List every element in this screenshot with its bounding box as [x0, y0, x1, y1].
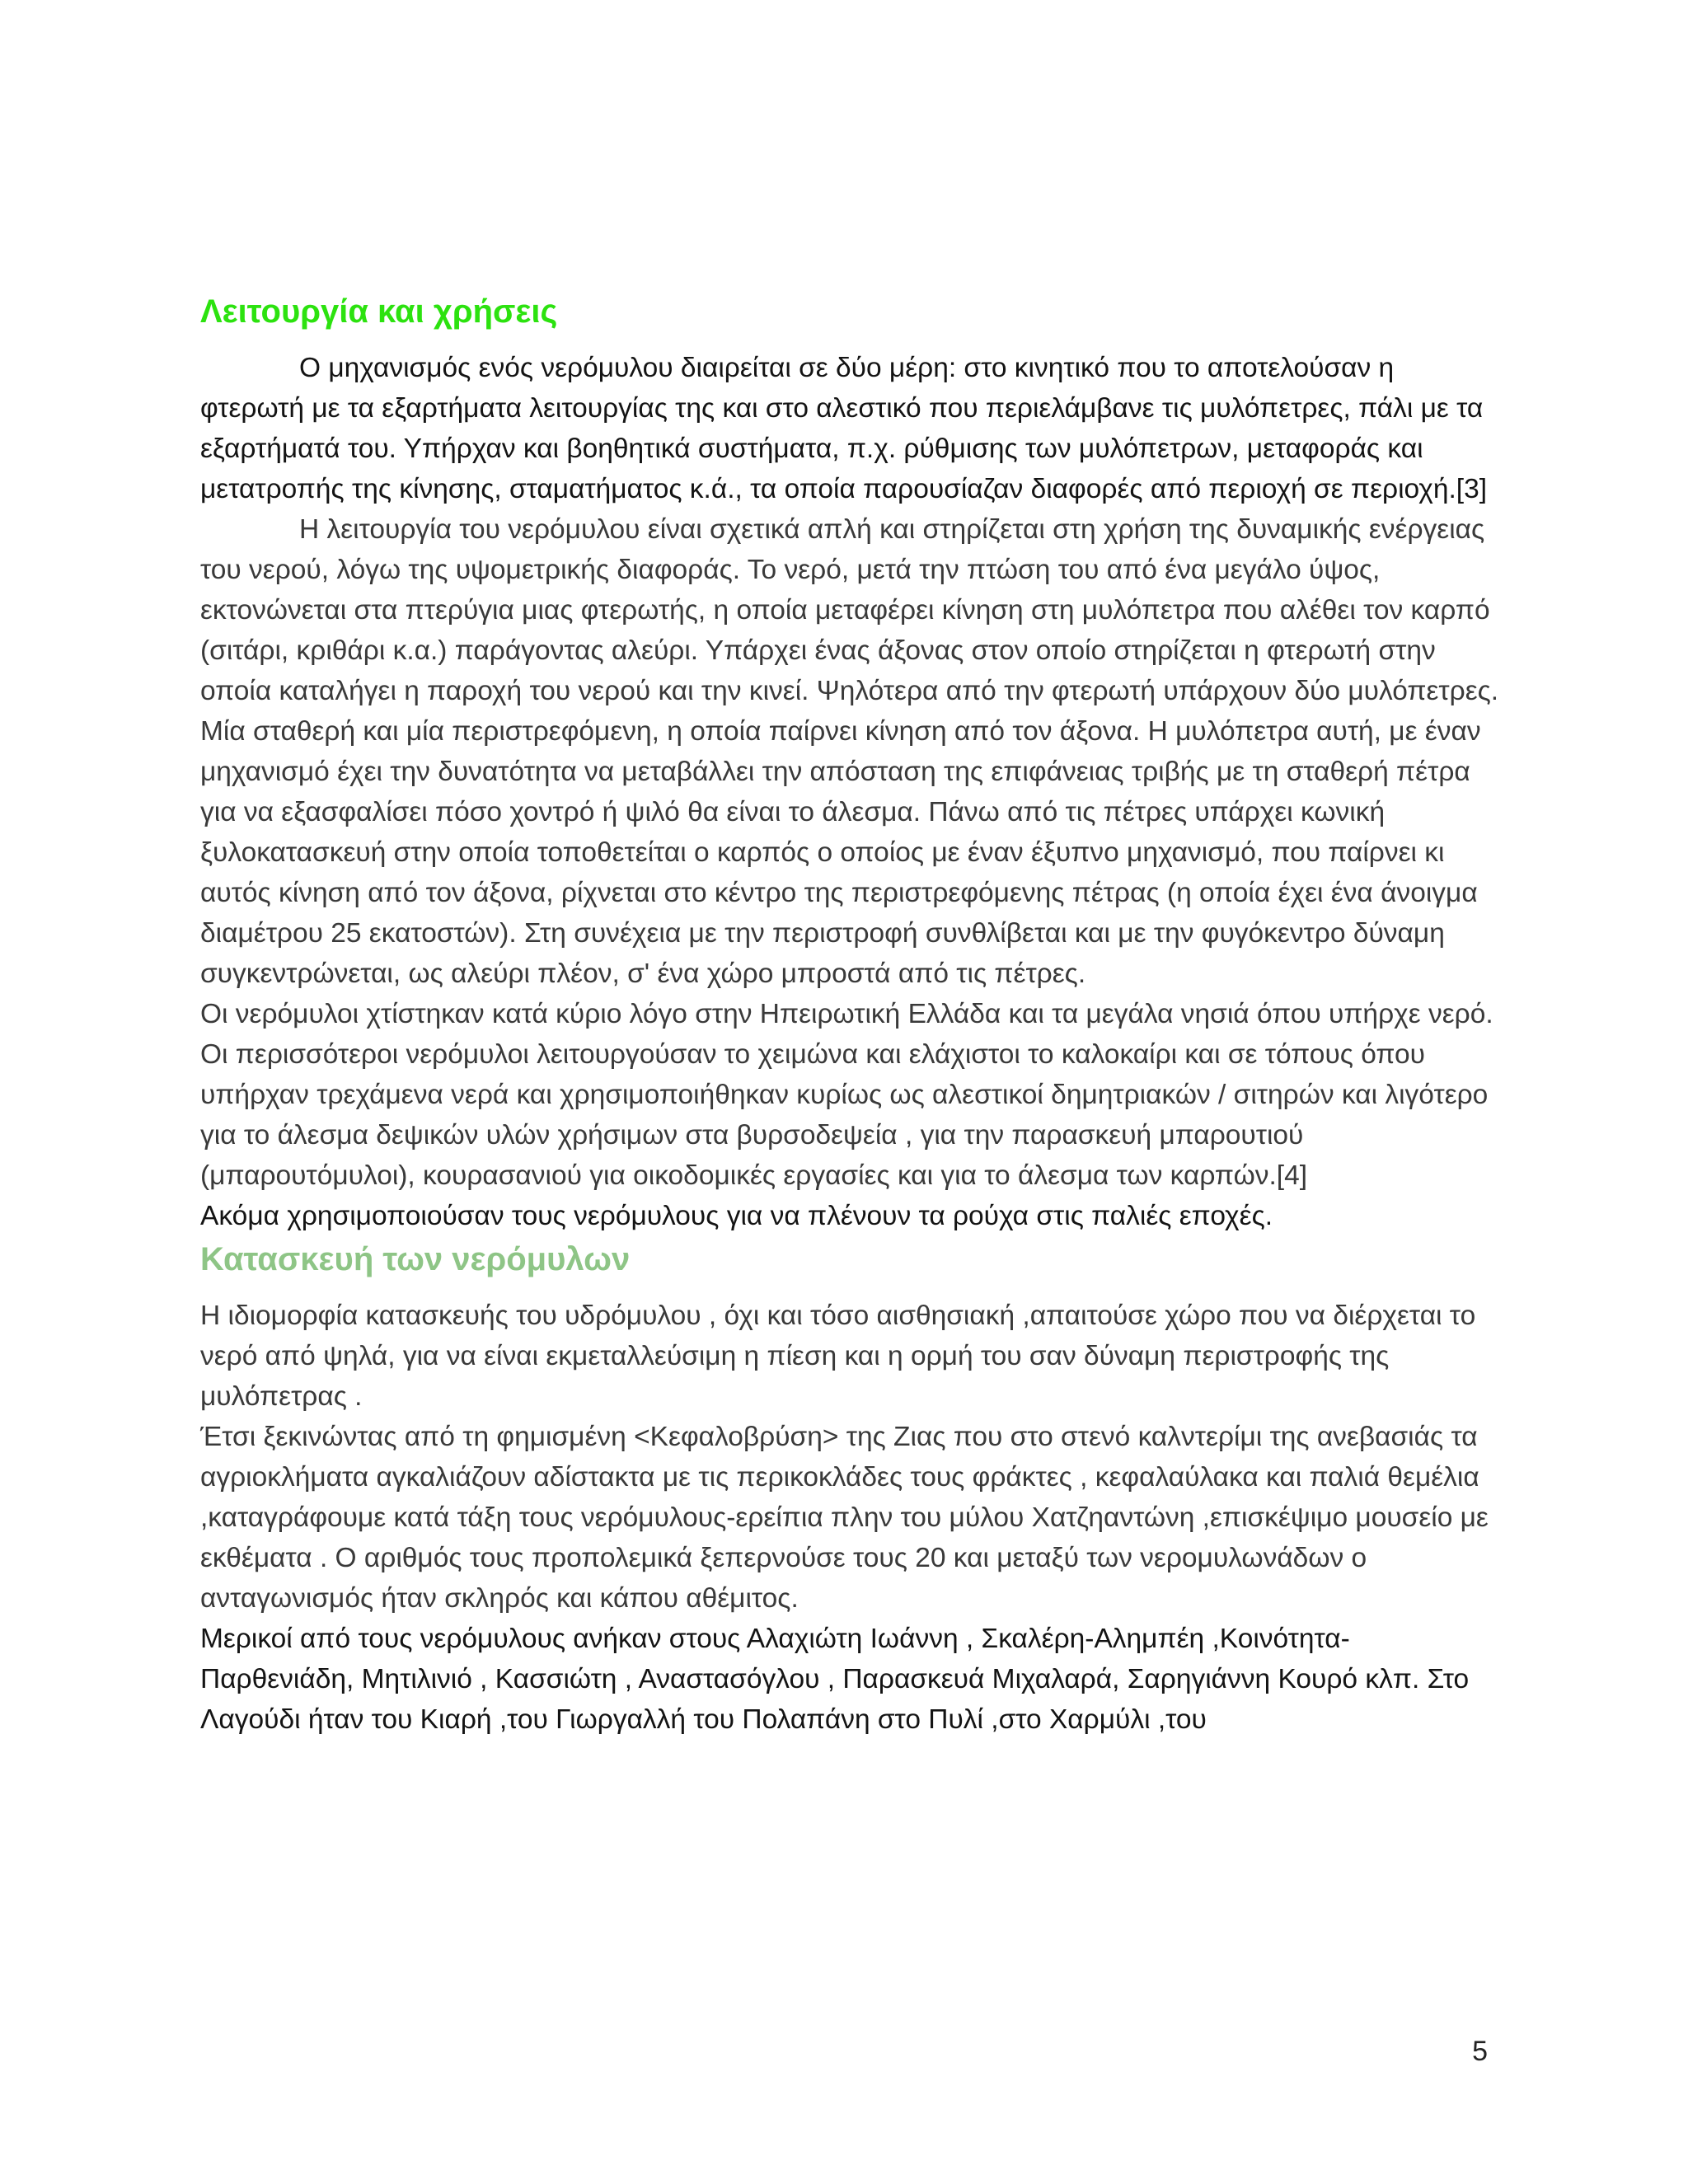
- paragraph-mechanism: Ο μηχανισμός ενός νερόμυλου διαιρείται σε δύο μέρη: στο κινητικό που το αποτελούσαν η φτερωτή με τα εξαρτήματα λειτουργίας της και στο αλεστικό που περιελάμβανε τις μυλόπετρες, πάλι με τα εξαρτήματά του. Υπήρχαν και βοηθητικά συστήματα, π.χ. ρύθμισης των μυλόπετρων, μεταφοράς και μετατροπής της κίνησης, σταματήματος κ.ά., τα οποία παρουσίαζαν διαφορές από περιοχή σε περιοχή.[3]: [200, 353, 1488, 504]
- paragraph-kefalovrysi: Έτσι ξεκινώντας από τη φημισμένη <Κεφαλοβρύση> της Ζιας που στο στενό καλντερίμι της ανεβασιάς τα αγριοκλήματα αγκαλιάζουν αδίστακτα με τις περικοκλάδες τους φράκτες , κεφαλαύλακα και παλιά θεμέλια ,καταγράφουμε κατά τάξη τους νερόμυλους-ερείπια πλην του μύλου Χατζηαντώνη ,επισκέψιμο μουσείο με εκθέματα . Ο αριθμός τους προπολεμικά ξεπερνούσε τους 20 και μεταξύ των νερομυλωνάδων ο ανταγωνισμός ήταν σκληρός και κάπου αθέμιτος.: [200, 1422, 1489, 1614]
- page-number: 5: [1472, 2036, 1488, 2067]
- section-title-functions: Λειτουργία και χρήσεις: [200, 293, 558, 330]
- paragraph-construction: Η ιδιομορφία κατασκευής του υδρόμυλου , όχι και τόσο αισθησιακή ,απαιτούσε χώρο που να διέρχεται το νερό από ψηλά, για να είναι εκμεταλλεύσιμη η πίεση και η ορμή του σαν δύναμη περιστροφής της μυλόπετρας .: [200, 1301, 1476, 1412]
- paragraph-washing: Ακόμα χρησιμοποιούσαν τους νερόμυλους για να πλένουν τα ρούχα στις παλιές εποχές.: [200, 1201, 1273, 1231]
- page-content: [200, 288, 1503, 1740]
- paragraph-owners: Μερικοί από τους νερόμυλους ανήκαν στους Αλαχιώτη Ιωάννη , Σκαλέρη-Αλημπέη ,Κοινότητα- Παρθενιάδη, Μητιλινιό , Κασσιώτη , Αναστασόγλου , Παρασκευά Μιχαλαρά, Σαρηγιάννη Κουρό κλπ. Στο Λαγούδι ήταν του Κιαρή ,του Γιωργαλλή του Πολαπάνη στο Πυλί ,στο Χαρμύλι ,του: [200, 1624, 1470, 1735]
- section-title-construction: Κατασκευή των νερόμυλων: [200, 1241, 631, 1277]
- paragraph-usage: Οι νερόμυλοι χτίστηκαν κατά κύριο λόγο στην Ηπειρωτική Ελλάδα και τα μεγάλα νησιά όπου υπήρχε νερό. Οι περισσότεροι νερόμυλοι λειτουργούσαν το χειμώνα και ελάχιστοι το καλοκαίρι και σε τόπους όπου υπήρχαν τρεχάμενα νερά και χρησιμοποιήθηκαν κυρίως ως αλεστικοί δημητριακών / σιτηρών και λιγότερο για το άλεσμα δεψικών υλών χρήσιμων στα βυρσοδεψεία , για την παρασκευή μπαρουτιού (μπαρουτόμυλοι), κουρασανιού για οικοδομικές εργασίες και για το άλεσμα των καρπών.[4]: [200, 999, 1493, 1191]
- paragraph-operation: Η λειτουργία του νερόμυλου είναι σχετικά απλή και στηρίζεται στη χρήση της δυναμικής ενέργειας του νερού, λόγω της υψομετρικής διαφοράς. Το νερό, μετά την πτώση του από ένα μεγάλο ύψος, εκτονώνεται στα πτερύγια μιας φτερωτής, η οποία μεταφέρει κίνηση στη μυλόπετρα που αλέθει τον καρπό (σιτάρι, κριθάρι κ.α.) παράγοντας αλεύρι. Υπάρχει ένας άξονας στον οποίο στηρίζεται η φτερωτή στην οποία καταλήγει η παροχή του νερού και την κινεί. Ψηλότερα από την φτερωτή υπάρχουν δύο μυλόπετρες. Μία σταθερή και μία περιστρεφόμενη, η οποία παίρνει κίνηση από τον άξονα. Η μυλόπετρα αυτή, με έναν μηχανισμό έχει την δυνατότητα να μεταβάλλει την απόσταση της επιφάνειας τριβής με τη σταθερή πέτρα για να εξασφαλίσει πόσο χοντρό ή ψιλό θα είναι το άλεσμα. Πάνω από τις πέτρες υπάρχει κωνική ξυλοκατασκευή στην οποία τοποθετείται ο καρπός ο οποίος με έναν έξυπνο μηχανισμό, που παίρνει κι αυτός κίνηση από τον άξονα, ρίχνεται στο κέντρο της περιστρεφόμενης πέτρας (η οποία έχει ένα άνοιγμα διαμέτρου 25 εκατοστών). Στη συνέχεια με την περιστροφή συνθλίβεται και με την φυγόκεντρο δύναμη συγκεντρώνεται, ως αλεύρι πλέον, σ' ένα χώρο μπροστά από τις πέτρες.: [200, 514, 1499, 989]
